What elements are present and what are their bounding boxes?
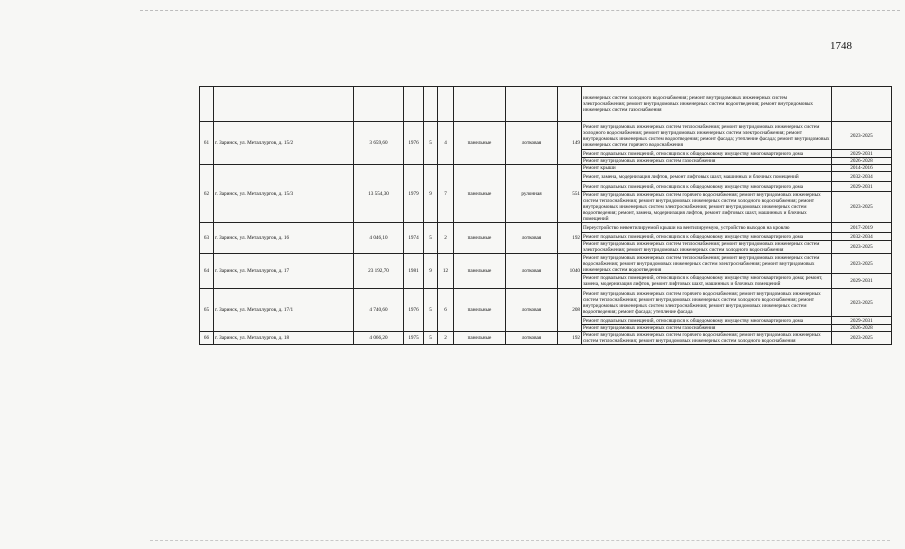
area-cell: 4 066,20: [354, 332, 404, 345]
apartments-cell: 1040: [558, 254, 582, 289]
work-description-cell: Ремонт внутридомовых инженерных систем горячего водоснабжения; ремонт внутридомовых инженерных систем теплоснабжения; ремонт внутридомовых инженерных систем холодного водоснабжения; ремонт внутридомовых инженерных систем электроснабжения; ремонт внутридомовых инженерных систем водоотведения; ремонт фасада; утепление фасада: [582, 289, 832, 317]
period-cell: 2023-2025: [832, 289, 892, 317]
table-row: [200, 289, 892, 317]
row-number-cell: 65: [200, 289, 214, 332]
period-cell: 2029-2031: [832, 182, 892, 192]
empty-cell: [558, 87, 582, 122]
address-cell: г. Заринск, ул. Металлургов, д. 15/3: [214, 165, 354, 223]
row-number-cell: 64: [200, 254, 214, 289]
row-number-cell: 62: [200, 165, 214, 223]
empty-cell: [404, 87, 424, 122]
scan-edge-top: [140, 10, 900, 12]
period-cell: 2023-2025: [832, 192, 892, 223]
area-cell: 3 659,60: [354, 122, 404, 165]
work-description-cell: Ремонт подвальных помещений, относящихся к общедомовому имуществу многоквартирного дома: [582, 317, 832, 325]
area-cell: 13 554,30: [354, 165, 404, 223]
work-description-cell: Ремонт подвальных помещений, относящихся к общедомовому имуществу многоквартирного дома: [582, 233, 832, 241]
floors-cell: 9: [424, 254, 438, 289]
address-cell: г. Заринск, ул. Металлургов, д. 17: [214, 254, 354, 289]
wall-material-cell: панельные: [454, 223, 506, 254]
empty-cell: [214, 87, 354, 122]
wall-material-cell: панельные: [454, 122, 506, 165]
entrances-cell: 7: [438, 165, 454, 223]
roof-type-cell: лотковая: [506, 223, 558, 254]
period-cell: 2017-2019: [832, 223, 892, 233]
entrances-cell: 12: [438, 254, 454, 289]
scan-edge-bottom: [150, 540, 890, 542]
work-description-cell: Ремонт внутридомовых инженерных систем теплоснабжения; ремонт внутридомовых инженерных систем водоснабжения; ремонт внутридомовых инженерных систем электроснабжения; ремонт внутридомовых инженерных систем водоотведения: [582, 254, 832, 274]
apartments-cell: 208: [558, 289, 582, 332]
empty-cell: [200, 87, 214, 122]
period-cell: 2023-2025: [832, 254, 892, 274]
address-cell: г. Заринск, ул. Металлургов, д. 17/1: [214, 289, 354, 332]
work-description-cell: Ремонт подвальных помещений, относящихся к общедомовому имуществу многоквартирного дома: [582, 182, 832, 192]
floors-cell: 9: [424, 165, 438, 223]
period-cell: 2014-2016: [832, 165, 892, 172]
period-cell: 2029-2031: [832, 317, 892, 325]
empty-cell: [354, 87, 404, 122]
empty-cell: [506, 87, 558, 122]
entrances-cell: 6: [438, 289, 454, 332]
period-cell: 2026-2028: [832, 325, 892, 332]
apartments-cell: 192: [558, 332, 582, 345]
period-cell: 2023-2025: [832, 241, 892, 254]
year-built-cell: 1975: [404, 332, 424, 345]
roof-type-cell: лотковая: [506, 289, 558, 332]
roof-type-cell: лотковая: [506, 122, 558, 165]
work-description-cell: Ремонт внутридомовых инженерных систем газоснабжения: [582, 325, 832, 332]
repair-schedule-table: [199, 86, 892, 345]
table-row: [200, 122, 892, 150]
work-description-cell: Ремонт внутридомовых инженерных систем газоснабжения: [582, 158, 832, 165]
row-number-cell: 66: [200, 332, 214, 345]
period-cell: 2023-2025: [832, 332, 892, 345]
floors-cell: 5: [424, 289, 438, 332]
page-number: 1748: [830, 40, 852, 52]
area-cell: 4 046,10: [354, 223, 404, 254]
entrances-cell: 2: [438, 332, 454, 345]
apartments-cell: 149: [558, 122, 582, 165]
row-number-cell: 63: [200, 223, 214, 254]
table-row: [200, 223, 892, 233]
empty-cell: [424, 87, 438, 122]
period-cell: 2032-2034: [832, 233, 892, 241]
period-cell: 2026-2028: [832, 158, 892, 165]
period-cell: 2023-2025: [832, 122, 892, 150]
roof-type-cell: лотковая: [506, 332, 558, 345]
floors-cell: 5: [424, 332, 438, 345]
work-description-cell: инженерных систем холодного водоснабжения; ремонт внутридомовых инженерных систем электроснабжения; ремонт внутридомовых инженерных систем водоотведения; ремонт внутридомовых инженерных систем газоснабжения: [582, 87, 832, 122]
roof-type-cell: лотковая: [506, 254, 558, 289]
period-cell: [832, 87, 892, 122]
floors-cell: 5: [424, 223, 438, 254]
work-description-cell: Ремонт подвальных помещений, относящихся к общедомовому имуществу многоквартирного дома; ремонт, замена, модернизация лифтов, ремонт лифтовых шахт, машинных и блочных помещений: [582, 274, 832, 289]
work-description-cell: Переустройство невентилируемой крыши на вентилируемую, устройство выходов на кровлю: [582, 223, 832, 233]
entrances-cell: 4: [438, 122, 454, 165]
table-row: [200, 332, 892, 345]
year-built-cell: 1976: [404, 289, 424, 332]
wall-material-cell: панельные: [454, 332, 506, 345]
empty-cell: [438, 87, 454, 122]
work-description-cell: Ремонт внутридомовых инженерных систем теплоснабжения; ремонт внутридомовых инженерных систем электроснабжения; ремонт внутридомовых инженерных систем холодного водоснабжения: [582, 241, 832, 254]
year-built-cell: 1976: [404, 122, 424, 165]
year-built-cell: 1974: [404, 223, 424, 254]
work-description-cell: Ремонт внутридомовых инженерных систем горячего водоснабжения; ремонт внутридомовых инженерных систем теплоснабжения; ремонт внутридомовых инженерных систем холодного водоснабжения; ремонт внутридомовых инженерных систем электроснабжения; ремонт внутридомовых инженерных систем водоотведения; ремонт, замена, модернизация лифтов, ремонт лифтовых шахт, машинных и блочных помещений: [582, 192, 832, 223]
work-description-cell: Ремонт внутридомовых инженерных систем горячего водоснабжения; ремонт внутридомовых инженерных систем теплоснабжения; ремонт внутридомовых инженерных систем холодного водоснабжения: [582, 332, 832, 345]
row-number-cell: 61: [200, 122, 214, 165]
empty-cell: [454, 87, 506, 122]
entrances-cell: 2: [438, 223, 454, 254]
wall-material-cell: панельные: [454, 254, 506, 289]
apartments-cell: 551: [558, 165, 582, 223]
period-cell: 2032-2034: [832, 172, 892, 182]
area-cell: 23 192,70: [354, 254, 404, 289]
year-built-cell: 1979: [404, 165, 424, 223]
wall-material-cell: панельные: [454, 289, 506, 332]
apartments-cell: 192: [558, 223, 582, 254]
wall-material-cell: панельные: [454, 165, 506, 223]
work-description-cell: Ремонт, замена, модернизация лифтов, ремонт лифтовых шахт, машинных и блочных помещений: [582, 172, 832, 182]
address-cell: г. Заринск, ул. Металлургов, д. 18: [214, 332, 354, 345]
floors-cell: 5: [424, 122, 438, 165]
work-description-cell: Ремонт внутридомовых инженерных систем теплоснабжения; ремонт внутридомовых инженерных систем холодного водоснабжения; ремонт внутридомовых инженерных систем электроснабжения; ремонт внутридомовых инженерных систем водоотведения; ремонт фасада; утепление фасада; ремонт внутридомовых инженерных систем горячего водоснабжения: [583, 123, 830, 148]
period-cell: 2029-2031: [832, 274, 892, 289]
roof-type-cell: рулонная: [506, 165, 558, 223]
table-row: [200, 87, 892, 122]
table-row: [200, 254, 892, 274]
address-cell: г. Заринск, ул. Металлургов, д. 16: [214, 223, 354, 254]
table-row: [200, 165, 892, 172]
area-cell: 4 740,60: [354, 289, 404, 332]
work-description-cell: Ремонт подвальных помещений, относящихся к общедомовому имуществу многоквартирного дома: [582, 150, 832, 158]
work-description-cell: Ремонт крыши: [582, 165, 832, 172]
address-cell: г. Заринск, ул. Металлургов, д. 15/2: [214, 122, 354, 165]
period-cell: 2029-2031: [832, 150, 892, 158]
year-built-cell: 1981: [404, 254, 424, 289]
